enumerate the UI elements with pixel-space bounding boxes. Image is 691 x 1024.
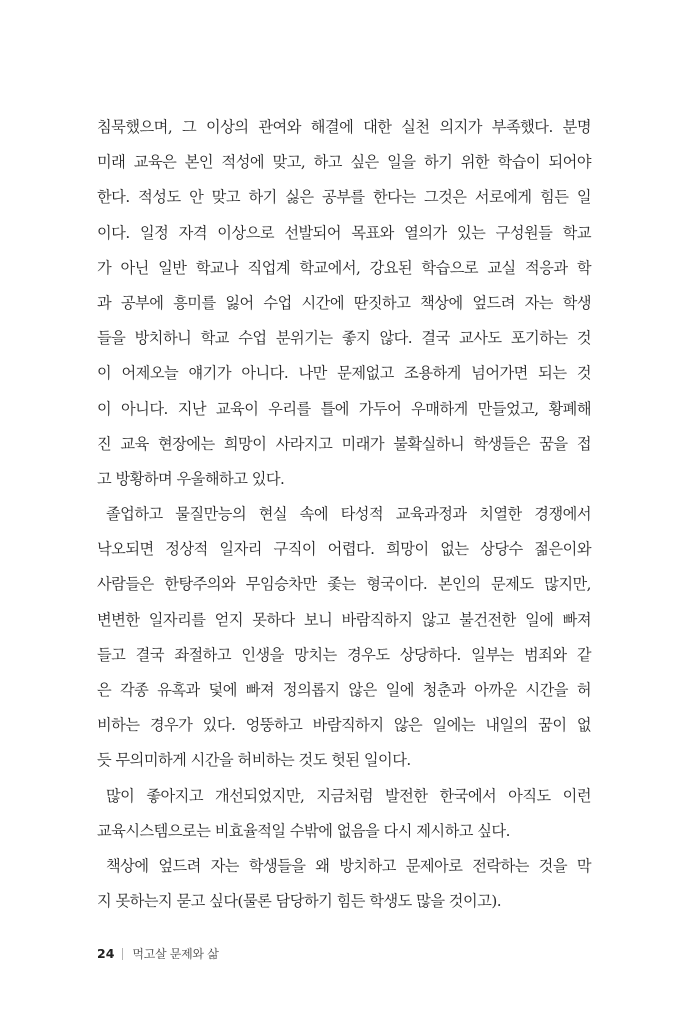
text-line: 가 아닌 일반 학교나 직업계 학교에서, 강요된 학습으로 교실 적응과 학	[97, 258, 591, 277]
running-title: 먹고살 문제와 삶	[132, 947, 219, 961]
text-line: 변변한 일자리를 얻지 못하다 보니 바람직하지 않고 불건전한 일에 빠져	[97, 610, 591, 629]
text-line: 지 못하는지 묻고 싶다(물론 담당하기 힘든 학생도 많을 것이고).	[97, 892, 502, 911]
body-text	[97, 110, 591, 919]
paragraph-first-line: 책상에 엎드려 자는 학생들을 왜 방치하고 문제아로 전락하는 것을 막	[106, 856, 591, 875]
page-number: 24	[97, 946, 115, 961]
text-line: 한다. 적성도 안 맞고 하기 싫은 공부를 한다는 그것은 서로에게 힘든 일	[97, 188, 591, 207]
text-line: 고 방황하며 우울해하고 있다.	[97, 469, 285, 488]
text-line: 침묵했으며, 그 이상의 관여와 해결에 대한 실천 의지가 부족했다. 분명	[97, 118, 591, 136]
paragraph-first-line: 졸업하고 물질만능의 현실 속에 타성적 교육과정과 치열한 경쟁에서	[106, 505, 591, 524]
text-line: 미래 교육은 본인 적성에 맞고, 하고 싶은 일을 하기 위한 학습이 되어야	[97, 153, 591, 172]
text-line: 교육시스템으로는 비효율적일 수밖에 없음을 다시 제시하고 싶다.	[97, 821, 510, 840]
text-line: 사람들은 한탕주의와 무임승차만 좇는 형국이다. 본인의 문제도 많지만,	[97, 575, 591, 594]
text-line: 들고 결국 좌절하고 인생을 망치는 경우도 상당하다. 일부는 범죄와 같	[97, 645, 591, 664]
text-line: 들을 방치하니 학교 수업 분위기는 좋지 않다. 결국 교사도 포기하는 것	[97, 329, 591, 348]
page-footer	[97, 945, 218, 962]
footer-divider	[122, 948, 123, 960]
text-line: 과 공부에 흥미를 잃어 수업 시간에 딴짓하고 책상에 엎드려 자는 학생	[97, 293, 591, 312]
text-line: 이다. 일정 자격 이상으로 선발되어 목표와 열의가 있는 구성원들 학교	[97, 223, 591, 242]
text-line: 이 아니다. 지난 교육이 우리를 틀에 가두어 우매하게 만들었고, 황폐해	[97, 399, 591, 418]
text-line: 이 어제오늘 얘기가 아니다. 나만 문제없고 조용하게 넘어가면 되는 것	[97, 364, 591, 383]
text-line: 듯 무의미하게 시간을 허비하는 것도 헛된 일이다.	[97, 751, 411, 770]
text-line: 진 교육 현장에는 희망이 사라지고 미래가 불확실하니 학생들은 꿈을 접	[97, 434, 591, 453]
text-line: 비하는 경우가 있다. 엉뚱하고 바람직하지 않은 일에는 내일의 꿈이 없	[97, 716, 591, 735]
text-line: 은 각종 유혹과 덫에 빠져 정의롭지 않은 일에 청춘과 아까운 시간을 허	[97, 681, 591, 699]
paragraph-first-line: 많이 좋아지고 개선되었지만, 지금처럼 발전한 한국에서 아직도 이런	[106, 786, 591, 805]
text-line: 낙오되면 정상적 일자리 구직이 어렵다. 희망이 없는 상당수 젊은이와	[97, 540, 591, 559]
